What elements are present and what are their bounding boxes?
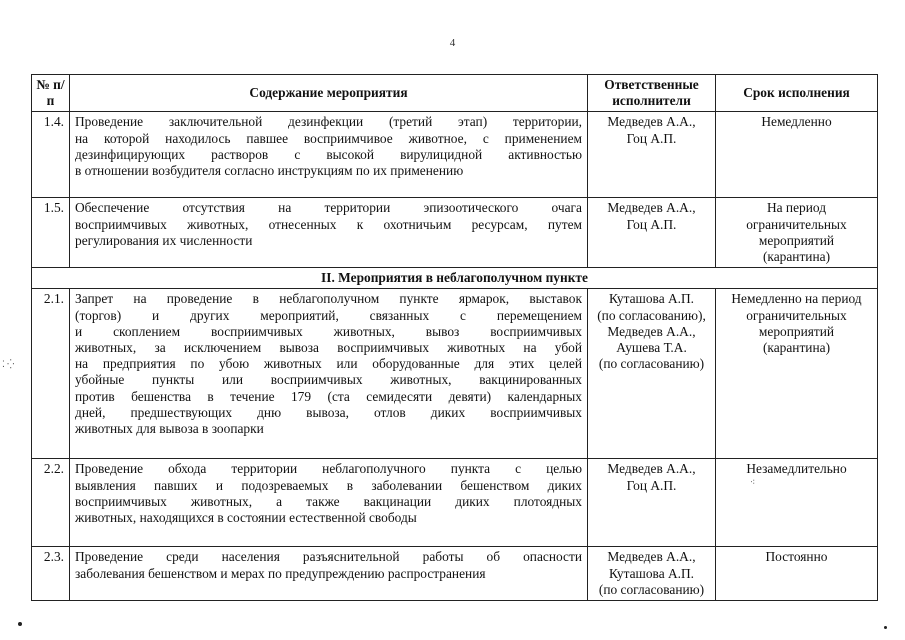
scan-speck-icon: ⁚ ⁛ bbox=[2, 359, 15, 369]
header-content: Содержание мероприятия bbox=[70, 75, 588, 112]
scan-speck-icon: ⁖ bbox=[750, 477, 756, 487]
table-row bbox=[32, 547, 878, 601]
row-content: Проведение обхода территории неблагополучного пункта с целью выявления павших и подозреваемых в заболевании бешенством диких восприимчивых животных, а также вакцинации диких плотоядных животных, находящихся в состоянии естественной свободы bbox=[70, 459, 588, 547]
table-row bbox=[32, 112, 878, 198]
row-responsible: Медведев А.А., Куташова А.П. (по согласованию) bbox=[588, 547, 716, 601]
header-deadline: Срок исполнения bbox=[716, 75, 878, 112]
row-number: 1.4. bbox=[32, 112, 70, 198]
row-responsible: Куташова А.П. (по согласованию), Медведев А.А., Аушева Т.А. (по согласованию) bbox=[588, 289, 716, 459]
scan-dot-icon bbox=[884, 626, 887, 629]
row-content: Обеспечение отсутствия на территории эпизоотического очага восприимчивых животных, отнесенных к охотничьим ресурсам, путем регулирования их численности bbox=[70, 198, 588, 268]
measures-table bbox=[31, 74, 878, 601]
row-number: 2.1. bbox=[32, 289, 70, 459]
row-content: Проведение заключительной дезинфекции (третий этап) территории, на которой находилось павшее восприимчивое животное, с применением дезинфицирующих растворов с высокой вирулицидной активностью в отношении возбудителя согласно инструкциям по их применению bbox=[70, 112, 588, 198]
row-number: 2.2. bbox=[32, 459, 70, 547]
row-responsible: Медведев А.А., Гоц А.П. bbox=[588, 198, 716, 268]
row-responsible: Медведев А.А., Гоц А.П. bbox=[588, 112, 716, 198]
row-deadline: На период ограничительных мероприятий (карантина) bbox=[716, 198, 878, 268]
section-row bbox=[32, 268, 878, 289]
row-responsible: Медведев А.А., Гоц А.П. bbox=[588, 459, 716, 547]
row-content: Запрет на проведение в неблагополучном пункте ярмарок, выставок (торгов) и других мероприятий, связанных с перемещением и скоплением восприимчивых животных, вывоз восприимчивых животных, за исключением вывоза восприимчивых животных на убой на предприятия по убою животных или оборудованные для этих целей убойные пункты или восприимчивых животных, вакцинированных против бешенства в течение 179 (ста семидесяти девяти) календарных дней, предшествующих дню вывоза, отлов диких восприимчивых животных для вывоза в зоопарки bbox=[70, 289, 588, 459]
table-row bbox=[32, 459, 878, 547]
page-number: 4 bbox=[449, 37, 456, 49]
scan-dot-icon bbox=[18, 622, 22, 626]
header-num: № п/п bbox=[32, 75, 70, 112]
table-header-row bbox=[32, 75, 878, 112]
table-row bbox=[32, 198, 878, 268]
row-number: 1.5. bbox=[32, 198, 70, 268]
row-number: 2.3. bbox=[32, 547, 70, 601]
section-title: II. Мероприятия в неблагополучном пункте bbox=[32, 268, 878, 289]
header-responsible: Ответственные исполнители bbox=[588, 75, 716, 112]
row-deadline: Постоянно bbox=[716, 547, 878, 601]
row-deadline: Немедленно bbox=[716, 112, 878, 198]
row-content: Проведение среди населения разъяснительной работы об опасности заболевания бешенством и мерах по предупреждению распространения bbox=[70, 547, 588, 601]
row-deadline: Незамедлительно bbox=[716, 459, 878, 547]
row-deadline: Немедленно на период ограничительных мероприятий (карантина) bbox=[716, 289, 878, 459]
table-row bbox=[32, 289, 878, 459]
